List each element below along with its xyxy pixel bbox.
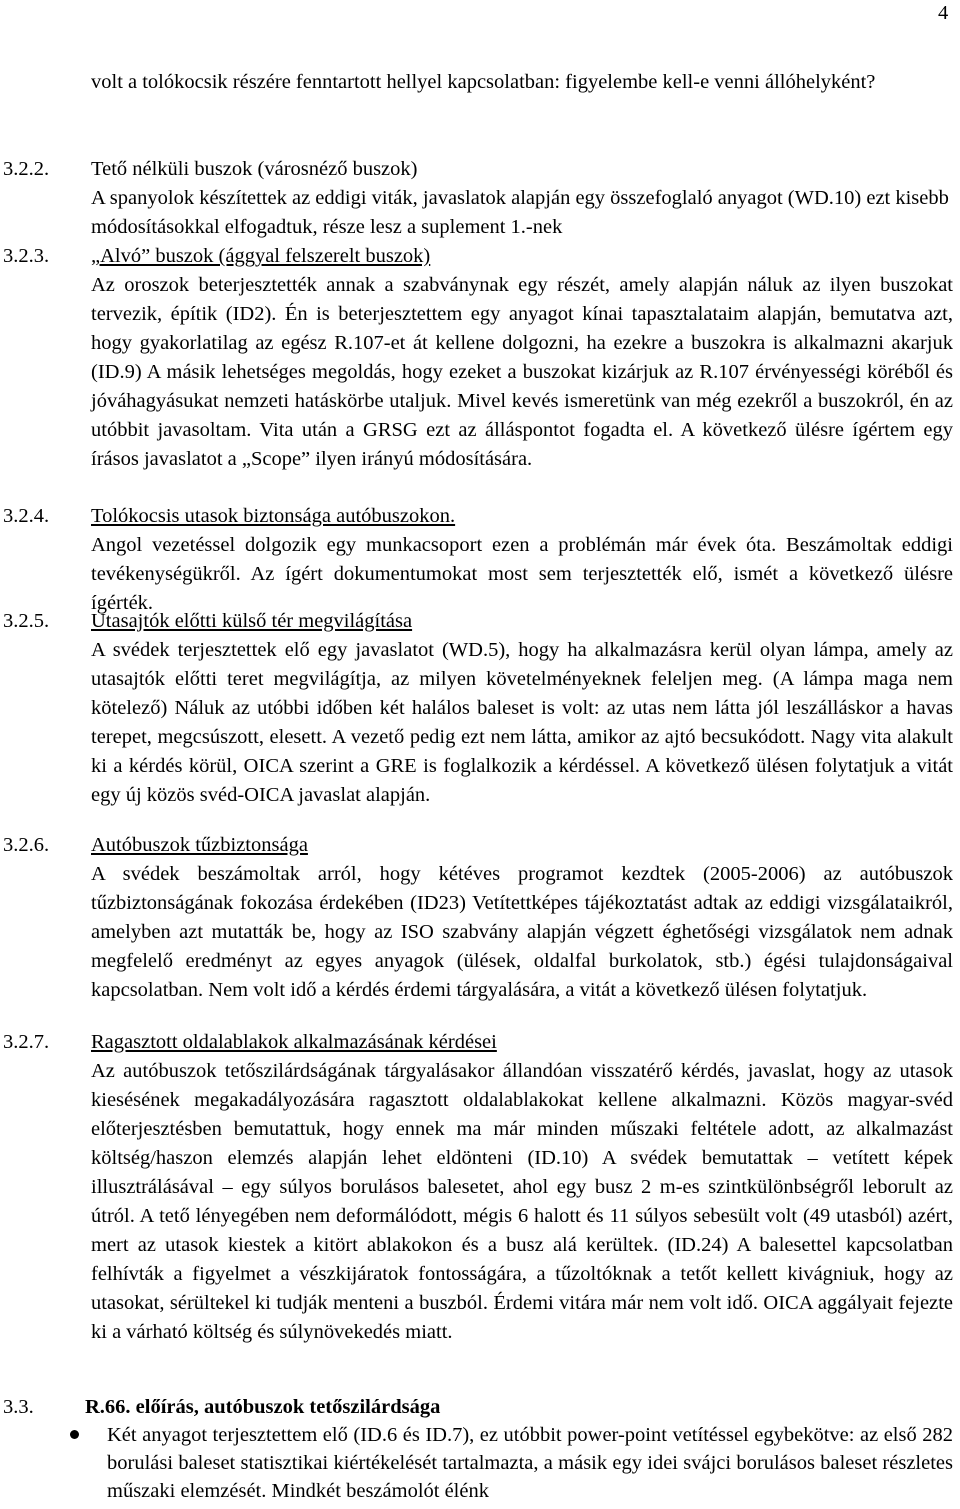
bullet-icon [70,1430,79,1439]
section-number: 3.2.4. [3,505,50,527]
section-title: Utasajtók előtti külső tér megvilágítása [91,610,413,632]
page-number: 4 [938,2,949,24]
section-number: 3.2.3. [3,245,50,267]
section-number: 3.2.7. [3,1031,50,1053]
section-title: Tető nélküli buszok (városnéző buszok) [91,158,418,180]
heading-number: 3.3. [3,1396,34,1418]
section-text: A svédek terjesztettek elő egy javaslatot (WD.5), hogy ha alkalmazásra kerül olyan lámpa, amely az utasajtók előtti teret megvilágítja, az milyen követelményeknek feleljen meg. (A lámpa maga nem kötelező) Náluk az utóbbi időben két halálos baleset is volt: az utas nem látta jól leszálláskor a havas terepet, megcsúszott, elesett. A vezető pedig ezt nem látta, amikor az ajtó becsukódott. Nagy vita alakult ki a kérdés körül, OICA szerint a GRE is foglalkozik a kérdéssel. A következő ülésen folytatjuk a vitát egy új közös svéd-OICA javaslat alapján. [91,639,953,806]
section-number: 3.2.6. [3,834,50,856]
section-text: A svédek beszámoltak arról, hogy kétéves programot kezdtek (2005-2006) az autóbuszok tűzbiztonságának fokozása érdekében (ID23) Vetítettképes tájékoztatást adtak az eddigi vizsgálataikról, amelyben azt mutatták be, hogy az ISO szabvány alapján végzett éghetőségi vizsgálatok nem adnak megfelelő eredményt az egyes anyagok (ülések, oldalfal burkolatok, stb.) égési tulajdonságaival kapcsolatban. Nem volt idő a kérdés érdemi tárgyalására, a vitát a következő ülésen folytatjuk. [91,863,953,1001]
section-title: „Alvó” buszok (ággyal felszerelt buszok) [91,245,431,267]
section-title: Tolókocsis utasok biztonsága autóbuszokon. [91,505,456,527]
section-title: Autóbuszok tűzbiztonsága [91,834,308,856]
bullet-text: Két anyagot terjesztettem elő (ID.6 és ID.7), ez utóbbit power-point vetítéssel egybekötve: az első 282 borulási baleset statisztikai kiértékelését tartalmazta, a másik egy idei svájci borulásos baleset részletes műszaki elemzését. Mindkét beszámolót élénk [107,1424,953,1502]
heading-title: R.66. előírás, autóbuszok tetőszilárdsága [85,1396,441,1418]
intro-paragraph: volt a tolókocsik részére fenntartott hellyel kapcsolatban: figyelembe kell-e venni állóhelyként? [91,71,876,93]
section-text: Angol vezetéssel dolgozik egy munkacsoport ezen a problémán már évek óta. Beszámoltak eddigi tevékenységükről. Az ígért dokumentumokat most sem terjesztették elő, ismét a következő ülésre ígérték. [91,534,953,614]
section-text: A spanyolok készítettek az eddigi viták, javaslatok alapján egy összefoglaló anyagot (WD.10) ezt kisebb módosításokkal elfogadtuk, része lesz a suplement 1.-nek [91,187,949,238]
section-heading-3-3 [3,1394,440,1420]
section-number: 3.2.2. [3,158,50,180]
section-title: Ragasztott oldalablakok alkalmazásának kérdései [91,1031,497,1053]
section-number: 3.2.5. [3,610,50,632]
section-text: Az oroszok beterjesztették annak a szabványnak egy részét, amely alapján náluk az ilyen buszokat tervezik, építik (ID2). Én is beterjesztettem egy anyagot kínai tapasztalataim alapján, bemutatva azt, hogy gyakorlatilag az egész R.107-et át kellene dolgozni, ha ezekre a buszokra is alkalmazni akarjuk (ID.9) A másik lehetséges megoldás, hogy ezeket a buszokat kizárjuk az R.107 érvényességi köréből és jóváhagyásukat nemzeti hatáskörbe utaljuk. Mivel kevés ismeretünk van még ezekről a buszokról, én az utóbbit javasoltam. Vita után a GRSG ezt az álláspontot fogadta el. A következő ülésre ígértem egy írásos javaslatot a „Scope” ilyen irányú módosítására. [91,274,953,470]
section-text: Az autóbuszok tetőszilárdságának tárgyalásakor állandóan visszatérő kérdés, javaslat, hogy az utasok kiesésének megakadályozására ragasztott oldalablakokat kellene alkalmazni. Közös magyar-svéd előterjesztésben bemutattuk, hogy ennek ma már minden műszaki feltétele adott, az alkalmazást költség/haszon elemzés alapján lehet eldönteni (ID.10) A svédek bemutattak – vetített képek illusztrálásával – egy súlyos borulásos balesetet, ahol egy busz 2 m-es szintkülönbségről leborult az útról. A tető lényegében nem deformálódott, mégis 6 halott és 11 súlyos sebesült volt (49 utasból) azért, mert az utasok kiestek a kitört ablakokon és a busz alá kerültek. (ID.24) A balesettel kapcsolatban felhívták a figyelmet a vészkijáratok fontosságára, a tűzoltóknak a tetőt kellett kivágniuk, hogy az utasokat, sérültekel ki tudják menteni a buszból. Érdemi vitára már nem volt idő. OICA aggályait fejezte ki a várható költség és súlynövekedés miatt. [91,1060,953,1343]
